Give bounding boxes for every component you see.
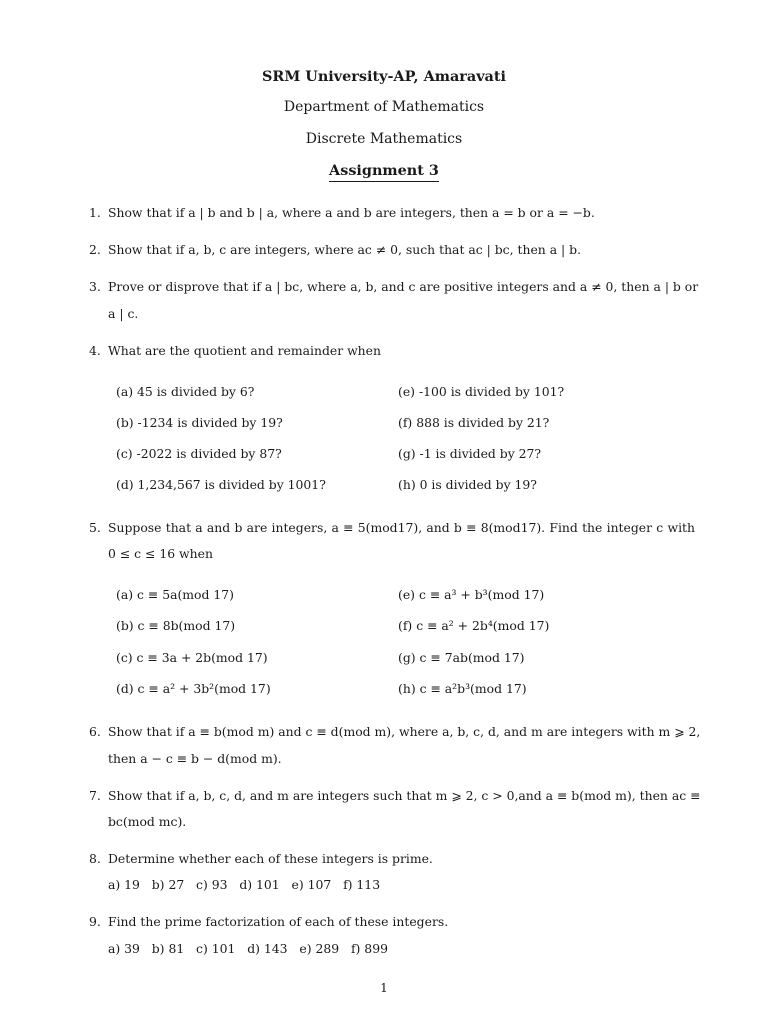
assignment-title	[0, 162, 768, 179]
question-2-number: 2.	[89, 242, 101, 257]
question-5-part-d: (d) c ≡ a² + 3b²(mod 17)	[116, 681, 271, 696]
question-7-text-line2: bc(mod mc).	[108, 814, 187, 829]
question-6-number: 6.	[89, 724, 101, 739]
question-1-text: Show that if a | b and b | a, where a and b are integers, then a = b or a = −b.	[108, 205, 595, 220]
question-6-text-line1: Show that if a ≡ b(mod m) and c ≡ d(mod m), where a, b, c, d, and m are integers with m ⩾ 2,	[108, 724, 701, 739]
question-4-number: 4.	[89, 343, 101, 358]
question-4-part-e: (e) -100 is divided by 101?	[398, 384, 565, 399]
question-5-part-f: (f) c ≡ a² + 2b⁴(mod 17)	[398, 618, 550, 633]
page-number: 1	[380, 981, 388, 995]
question-5-part-e: (e) c ≡ a³ + b³(mod 17)	[398, 587, 545, 602]
question-9-text: Find the prime factorization of each of these integers.	[108, 914, 449, 929]
question-9-options: a) 39 b) 81 c) 101 d) 143 e) 289 f) 899	[108, 941, 388, 956]
question-6-text-line2: then a − c ≡ b − d(mod m).	[108, 751, 282, 766]
question-3-text-line1: Prove or disprove that if a | bc, where a, b, and c are positive integers and a ≠ 0, then a | b or	[108, 279, 699, 294]
question-5-part-a: (a) c ≡ 5a(mod 17)	[116, 587, 234, 602]
department-title: Department of Mathematics	[283, 99, 485, 115]
question-5-number: 5.	[89, 520, 101, 535]
question-7-number: 7.	[89, 788, 101, 803]
question-8-options: a) 19 b) 27 c) 93 d) 101 e) 107 f) 113	[108, 877, 381, 892]
course-title: Discrete Mathematics	[305, 131, 463, 147]
question-5-part-b: (b) c ≡ 8b(mod 17)	[116, 618, 236, 633]
question-4-part-g: (g) -1 is divided by 27?	[398, 446, 542, 461]
question-9-number: 9.	[89, 914, 101, 929]
question-1-number: 1.	[89, 205, 101, 220]
question-4-part-d: (d) 1,234,567 is divided by 1001?	[116, 477, 326, 492]
question-4-part-c: (c) -2022 is divided by 87?	[116, 446, 282, 461]
question-2-text: Show that if a, b, c are integers, where ac ≠ 0, such that ac | bc, then a | b.	[108, 242, 582, 257]
assignment-title-text: Assignment 3	[329, 162, 439, 182]
question-4-part-b: (b) -1234 is divided by 19?	[116, 415, 283, 430]
question-8-text: Determine whether each of these integers is prime.	[108, 851, 433, 866]
question-4-part-h: (h) 0 is divided by 19?	[398, 477, 537, 492]
question-4-part-f: (f) 888 is divided by 21?	[398, 415, 550, 430]
question-4-text: What are the quotient and remainder when	[108, 343, 381, 358]
question-5-part-c: (c) c ≡ 3a + 2b(mod 17)	[116, 650, 268, 665]
question-5-text-line2: 0 ≤ c ≤ 16 when	[108, 546, 213, 561]
question-7-text-line1: Show that if a, b, c, d, and m are integers such that m ⩾ 2, c > 0,and a ≡ b(mod m), then ac ≡	[108, 788, 701, 803]
question-5-part-g: (g) c ≡ 7ab(mod 17)	[398, 650, 525, 665]
university-title: SRM University-AP, Amaravati	[262, 68, 506, 85]
question-4-part-a: (a) 45 is divided by 6?	[116, 384, 255, 399]
question-3-text-line2: a | c.	[108, 306, 139, 321]
question-5-part-h: (h) c ≡ a²b³(mod 17)	[398, 681, 527, 696]
question-8-number: 8.	[89, 851, 101, 866]
question-3-number: 3.	[89, 279, 101, 294]
question-5-text-line1: Suppose that a and b are integers, a ≡ 5(mod17), and b ≡ 8(mod17). Find the integer c with	[108, 520, 695, 535]
